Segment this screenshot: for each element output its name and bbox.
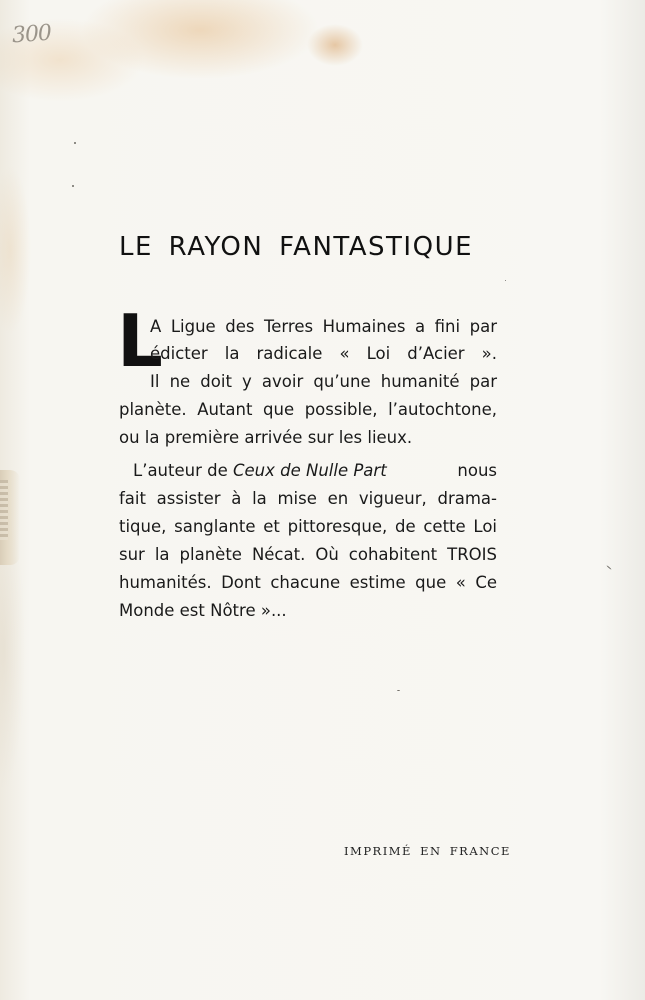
drop-cap: L (117, 299, 163, 383)
pencil-price-note: 300 (11, 20, 52, 49)
blurb-text: L’auteur de Ceux de Nulle Part (133, 461, 387, 480)
blurb-line (133, 461, 497, 481)
blurb-line: ou la première arrivée sur les lieux. (119, 428, 413, 447)
paper-speck (397, 690, 400, 691)
edge-wear-stain (0, 470, 20, 565)
blurb-line: humanités. Dont chacune estime que « Ce (119, 573, 497, 592)
blurb-line: Il ne doit y avoir qu’une humanité par (150, 372, 497, 391)
paper-speck (606, 565, 611, 570)
paper-speck (72, 185, 74, 187)
series-title: LE RAYON FANTASTIQUE (119, 232, 474, 262)
blurb-line: édicter la radicale « Loi d’Acier ». (150, 344, 497, 363)
blurb-line: Monde est Nôtre »... (119, 601, 287, 620)
blurb-line: sur la planète Nécat. Où cohabitent TROIS (119, 545, 497, 564)
paper-speck (74, 142, 76, 144)
paper-speck (505, 280, 506, 281)
blurb-line: tique, sanglante et pittoresque, de cette Loi (119, 517, 497, 536)
blurb-text: nous (457, 461, 497, 480)
imprint-notice: IMPRIMÉ EN FRANCE (344, 844, 511, 858)
blurb-line: fait assister à la mise en vigueur, drama- (119, 489, 497, 508)
blurb-line: A Ligue des Terres Humaines a fini par (150, 317, 497, 336)
blurb-line: planète. Autant que possible, l’autochtone, (119, 400, 497, 419)
book-title-ceux-de-nulle-part: Ceux de Nulle Part (232, 461, 387, 480)
